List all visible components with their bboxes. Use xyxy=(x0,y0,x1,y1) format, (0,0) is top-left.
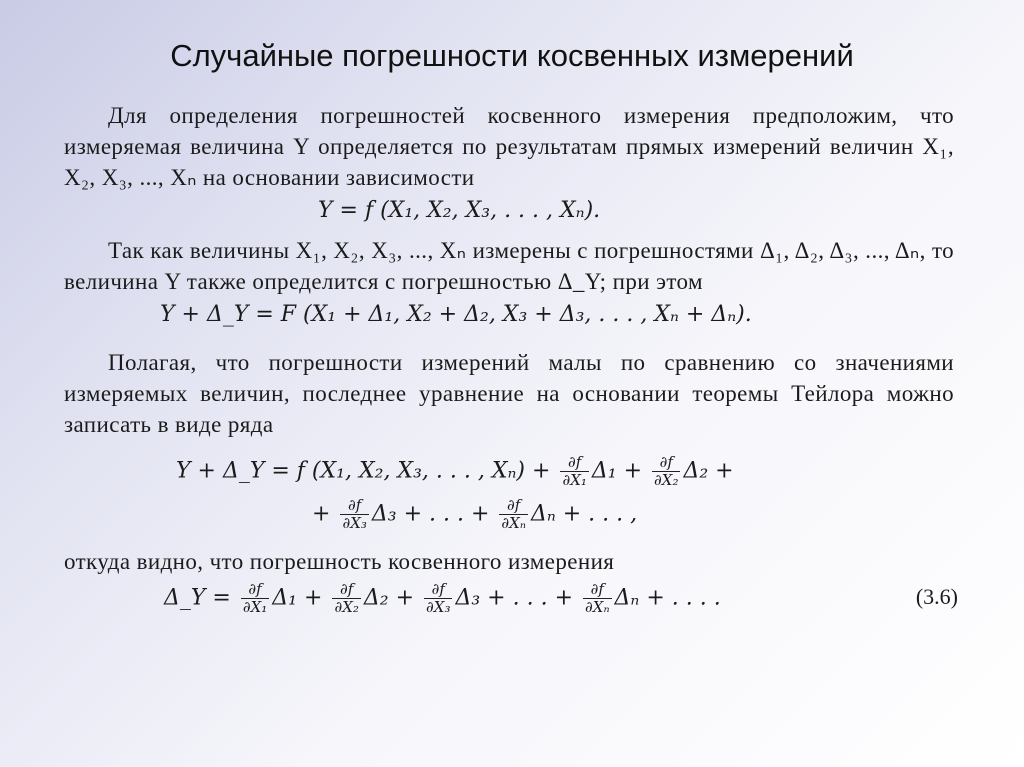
partial-derivative-x1 xyxy=(241,581,269,616)
partial-derivative-xn xyxy=(583,581,612,616)
error-lead: Δ_Y = xyxy=(164,585,231,611)
error-term-2: Δ₂ + xyxy=(363,585,415,611)
equation-number: (3.6) xyxy=(915,584,958,609)
frac-denominator: ∂X₃ xyxy=(342,514,367,532)
partial-derivative-xn xyxy=(499,497,528,532)
frac-numerator: ∂f xyxy=(424,581,452,599)
frac-denominator: ∂Xₙ xyxy=(501,514,526,532)
frac-numerator: ∂f xyxy=(332,581,360,599)
frac-numerator: ∂f xyxy=(499,497,528,515)
frac-numerator: ∂f xyxy=(560,454,588,472)
frac-denominator: ∂X₂ xyxy=(654,471,679,489)
partial-derivative-x1 xyxy=(560,454,588,489)
taylor-plus: + xyxy=(312,501,331,527)
frac-denominator: ∂X₁ xyxy=(562,471,587,489)
taylor-lead: Y + Δ_Y = f (X₁, X₂, X₃, . . . , Xₙ) + xyxy=(176,458,551,484)
formula-taylor-line-1 xyxy=(176,454,954,489)
partial-derivative-x2 xyxy=(652,454,680,489)
frac-denominator: ∂X₂ xyxy=(334,598,359,616)
frac-numerator: ∂f xyxy=(340,497,368,515)
formula-taylor-line-2 xyxy=(312,497,954,532)
formula-3-6 xyxy=(164,580,958,616)
taylor-term-1: Δ₁ + xyxy=(591,458,643,484)
taylor-term-2: Δ₂ + xyxy=(683,458,734,484)
formula-with-errors: Y + Δ_Y = F (X₁ + Δ₁, X₂ + Δ₂, X₃ + Δ₃, . . . , Xₙ + Δₙ). xyxy=(160,302,752,327)
frac-denominator: ∂X₃ xyxy=(426,598,451,616)
paragraph-2: Так как величины X₁, X₂, X₃, ..., Xₙ измерены с погрешностями Δ₁, Δ₂, Δ₃, ..., Δₙ, то величина Y также определится с погрешностью Δ_Y; при этом xyxy=(64,238,954,294)
paragraph-4: откуда видно, что погрешность косвенного измерения xyxy=(64,549,615,574)
paragraph-3: Полагая, что погрешности измерений малы по сравнению со значениями измеряемых величин, последнее уравнение на основании теоремы Тейлора можно записать в виде ряда xyxy=(64,350,954,437)
scanned-text-page xyxy=(64,100,958,616)
error-term-n: Δₙ + . . . . xyxy=(614,585,721,611)
taylor-term-n: Δₙ + . . . , xyxy=(530,501,638,527)
frac-denominator: ∂X₁ xyxy=(242,598,268,616)
frac-numerator: ∂f xyxy=(652,454,680,472)
frac-numerator: ∂f xyxy=(583,581,612,599)
frac-denominator: ∂Xₙ xyxy=(585,598,610,616)
error-term-1: Δ₁ + xyxy=(272,585,323,611)
frac-numerator: ∂f xyxy=(241,581,269,599)
formula-dependence: Y = f (X₁, X₂, X₃, . . . , Xₙ). xyxy=(318,198,601,223)
partial-derivative-x2 xyxy=(332,581,360,616)
partial-derivative-x3 xyxy=(340,497,368,532)
slide-title: Случайные погрешности косвенных измерений xyxy=(170,38,854,73)
taylor-term-3: Δ₃ + . . . + xyxy=(371,501,490,527)
partial-derivative-x3 xyxy=(424,581,452,616)
paragraph-1: Для определения погрешностей косвенного измерения предположим, что измеряемая величина Y определяется по результатам прямых измерений величин X₁, X₂, X₃, ..., Xₙ на основании зависимости xyxy=(64,103,954,190)
error-term-3: Δ₃ + . . . + xyxy=(455,585,574,611)
